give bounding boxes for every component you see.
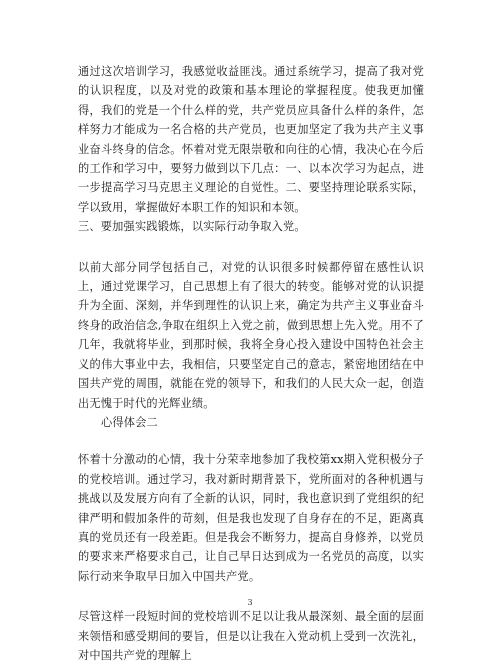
paragraph-point-three: 三、要加强实践锻炼，以实际行动争取入党。 (78, 220, 306, 234)
paragraph-training-gains: 通过这次培训学习，我感觉收益匪浅。通过系统学习，提高了我对党的认识程度，以及对党的政策和基本理论的掌握程度。使我更加懂得，我们的党是一个什么样的党，共产党员应具备什么样的条件，怎样努力才能成为一名合格的共产党员，也更加坚定了我为共产主义事业奋斗终身的信念。怀着对党无限崇敬和向往的心情，我决心在今后的工作和学习中，要努力做到以下几点：一、以本次学习为起点，进一步提高学习马克思主义理论的自觉性。二、要坚持理论联系实际，学以致用，掌握做好本职工作的知识和本领。 (78, 65, 424, 214)
document-body (78, 62, 424, 665)
paragraph-gap (78, 237, 424, 258)
section-heading: 心得体会二 (101, 415, 158, 429)
paragraph-gap (78, 432, 424, 450)
page-number: 3 (247, 598, 253, 607)
paragraph-ideological-change: 以前大部分同学包括自己，对党的认识很多时候都停留在感性认识上，通过党课学习，自己思想上有了很大的转变。能够对党的认识提升为全面、深刻，并华到理性的认识上来，确定为共产主义事业奋斗终身的政治信念,争取在组织上入党之前，做到思想上先入党。用不了几年，我就将毕业，到那时候，我将全身心投入建设中国特色社会主义的伟大事业中去，我相信，只要坚定自己的意志，紧密地团结在中国共产党的周围，就能在党的领导下，和我们的人民大众一起，创造出无愧于时代的光辉业绩。 (78, 260, 424, 410)
paragraph-party-school-training: 怀着十分激动的心情，我十分荣幸地参加了我校第xx期入党积极分子的党校培训。通过学习，我对新时期背景下，党所面对的各种机遇与挑战以及发展方向有了全新的认识，同时，我也意识到了党组织的纪律严明和假加条件的苛刻，但是我也发现了自身存在的不足，距离真真的党员还有一段差距。但是我会不断努力，提高自身修养，以党员的要求来严格要求自己，让自己早日达到成为一名党员的高度，以实际行动来争取早日加入中国共产党。 (78, 453, 424, 583)
paragraph-short-training: 尽管这样一段短时间的党校培训不足以让我从最深刻、最全面的层面来领悟和感受期间的要旨，但是以让我在入党动机上受到一次洗礼，对中国共产党的理解上 (78, 610, 424, 662)
